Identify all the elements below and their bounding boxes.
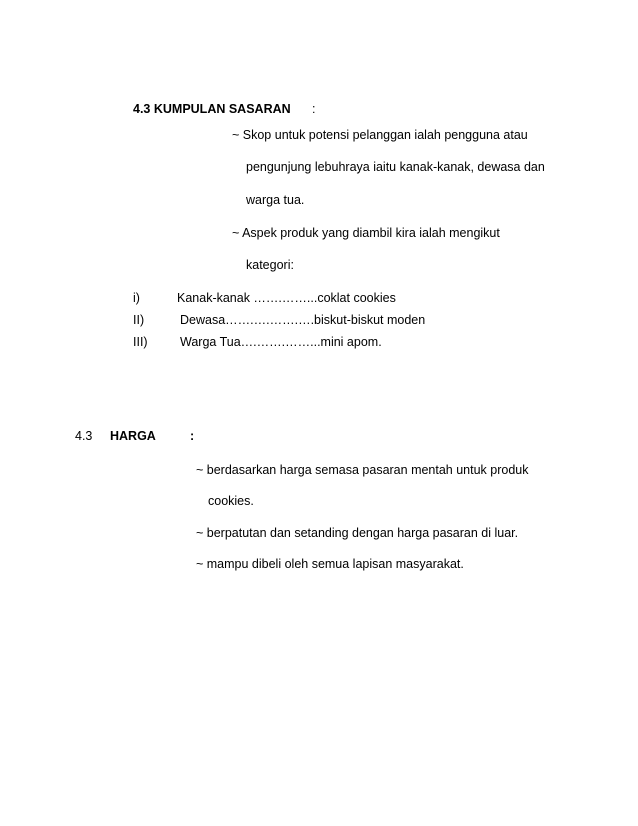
category-text-1: Kanak-kanak …….……...coklat cookies xyxy=(177,291,396,305)
category-text-3: Warga Tua….…….……...mini apom. xyxy=(180,335,382,349)
sasaran-bullet-2-cont: kategori: xyxy=(246,258,294,272)
category-marker-2: II) xyxy=(133,313,145,327)
harga-number: 4.3 xyxy=(75,429,93,443)
harga-heading: HARGA xyxy=(110,429,156,443)
harga-bullet-1: ~ berdasarkan harga semasa pasaran mentah untuk produk xyxy=(196,463,529,477)
category-text-2: Dewasa…….….…….….biskut-biskut moden xyxy=(180,313,426,327)
category-marker-3: III) xyxy=(133,335,148,349)
sasaran-heading: 4.3 KUMPULAN SASARAN xyxy=(133,102,291,116)
harga-bullet-3: ~ mampu dibeli oleh semua lapisan masyarakat. xyxy=(196,557,464,571)
harga-bullet-1-cont: cookies. xyxy=(208,494,254,508)
sasaran-bullet-2: ~ Aspek produk yang diambil kira ialah mengikut xyxy=(232,226,500,240)
sasaran-bullet-1-cont-1: pengunjung lebuhraya iaitu kanak-kanak, dewasa dan xyxy=(246,160,545,174)
category-marker-1: i) xyxy=(133,291,140,305)
sasaran-bullet-1-cont-2: warga tua. xyxy=(246,193,305,207)
sasaran-heading-colon: : xyxy=(312,102,316,116)
harga-colon: : xyxy=(190,429,195,443)
sasaran-bullet-1: ~ Skop untuk potensi pelanggan ialah pengguna atau xyxy=(232,128,528,142)
harga-bullet-2: ~ berpatutan dan setanding dengan harga pasaran di luar. xyxy=(196,526,519,540)
